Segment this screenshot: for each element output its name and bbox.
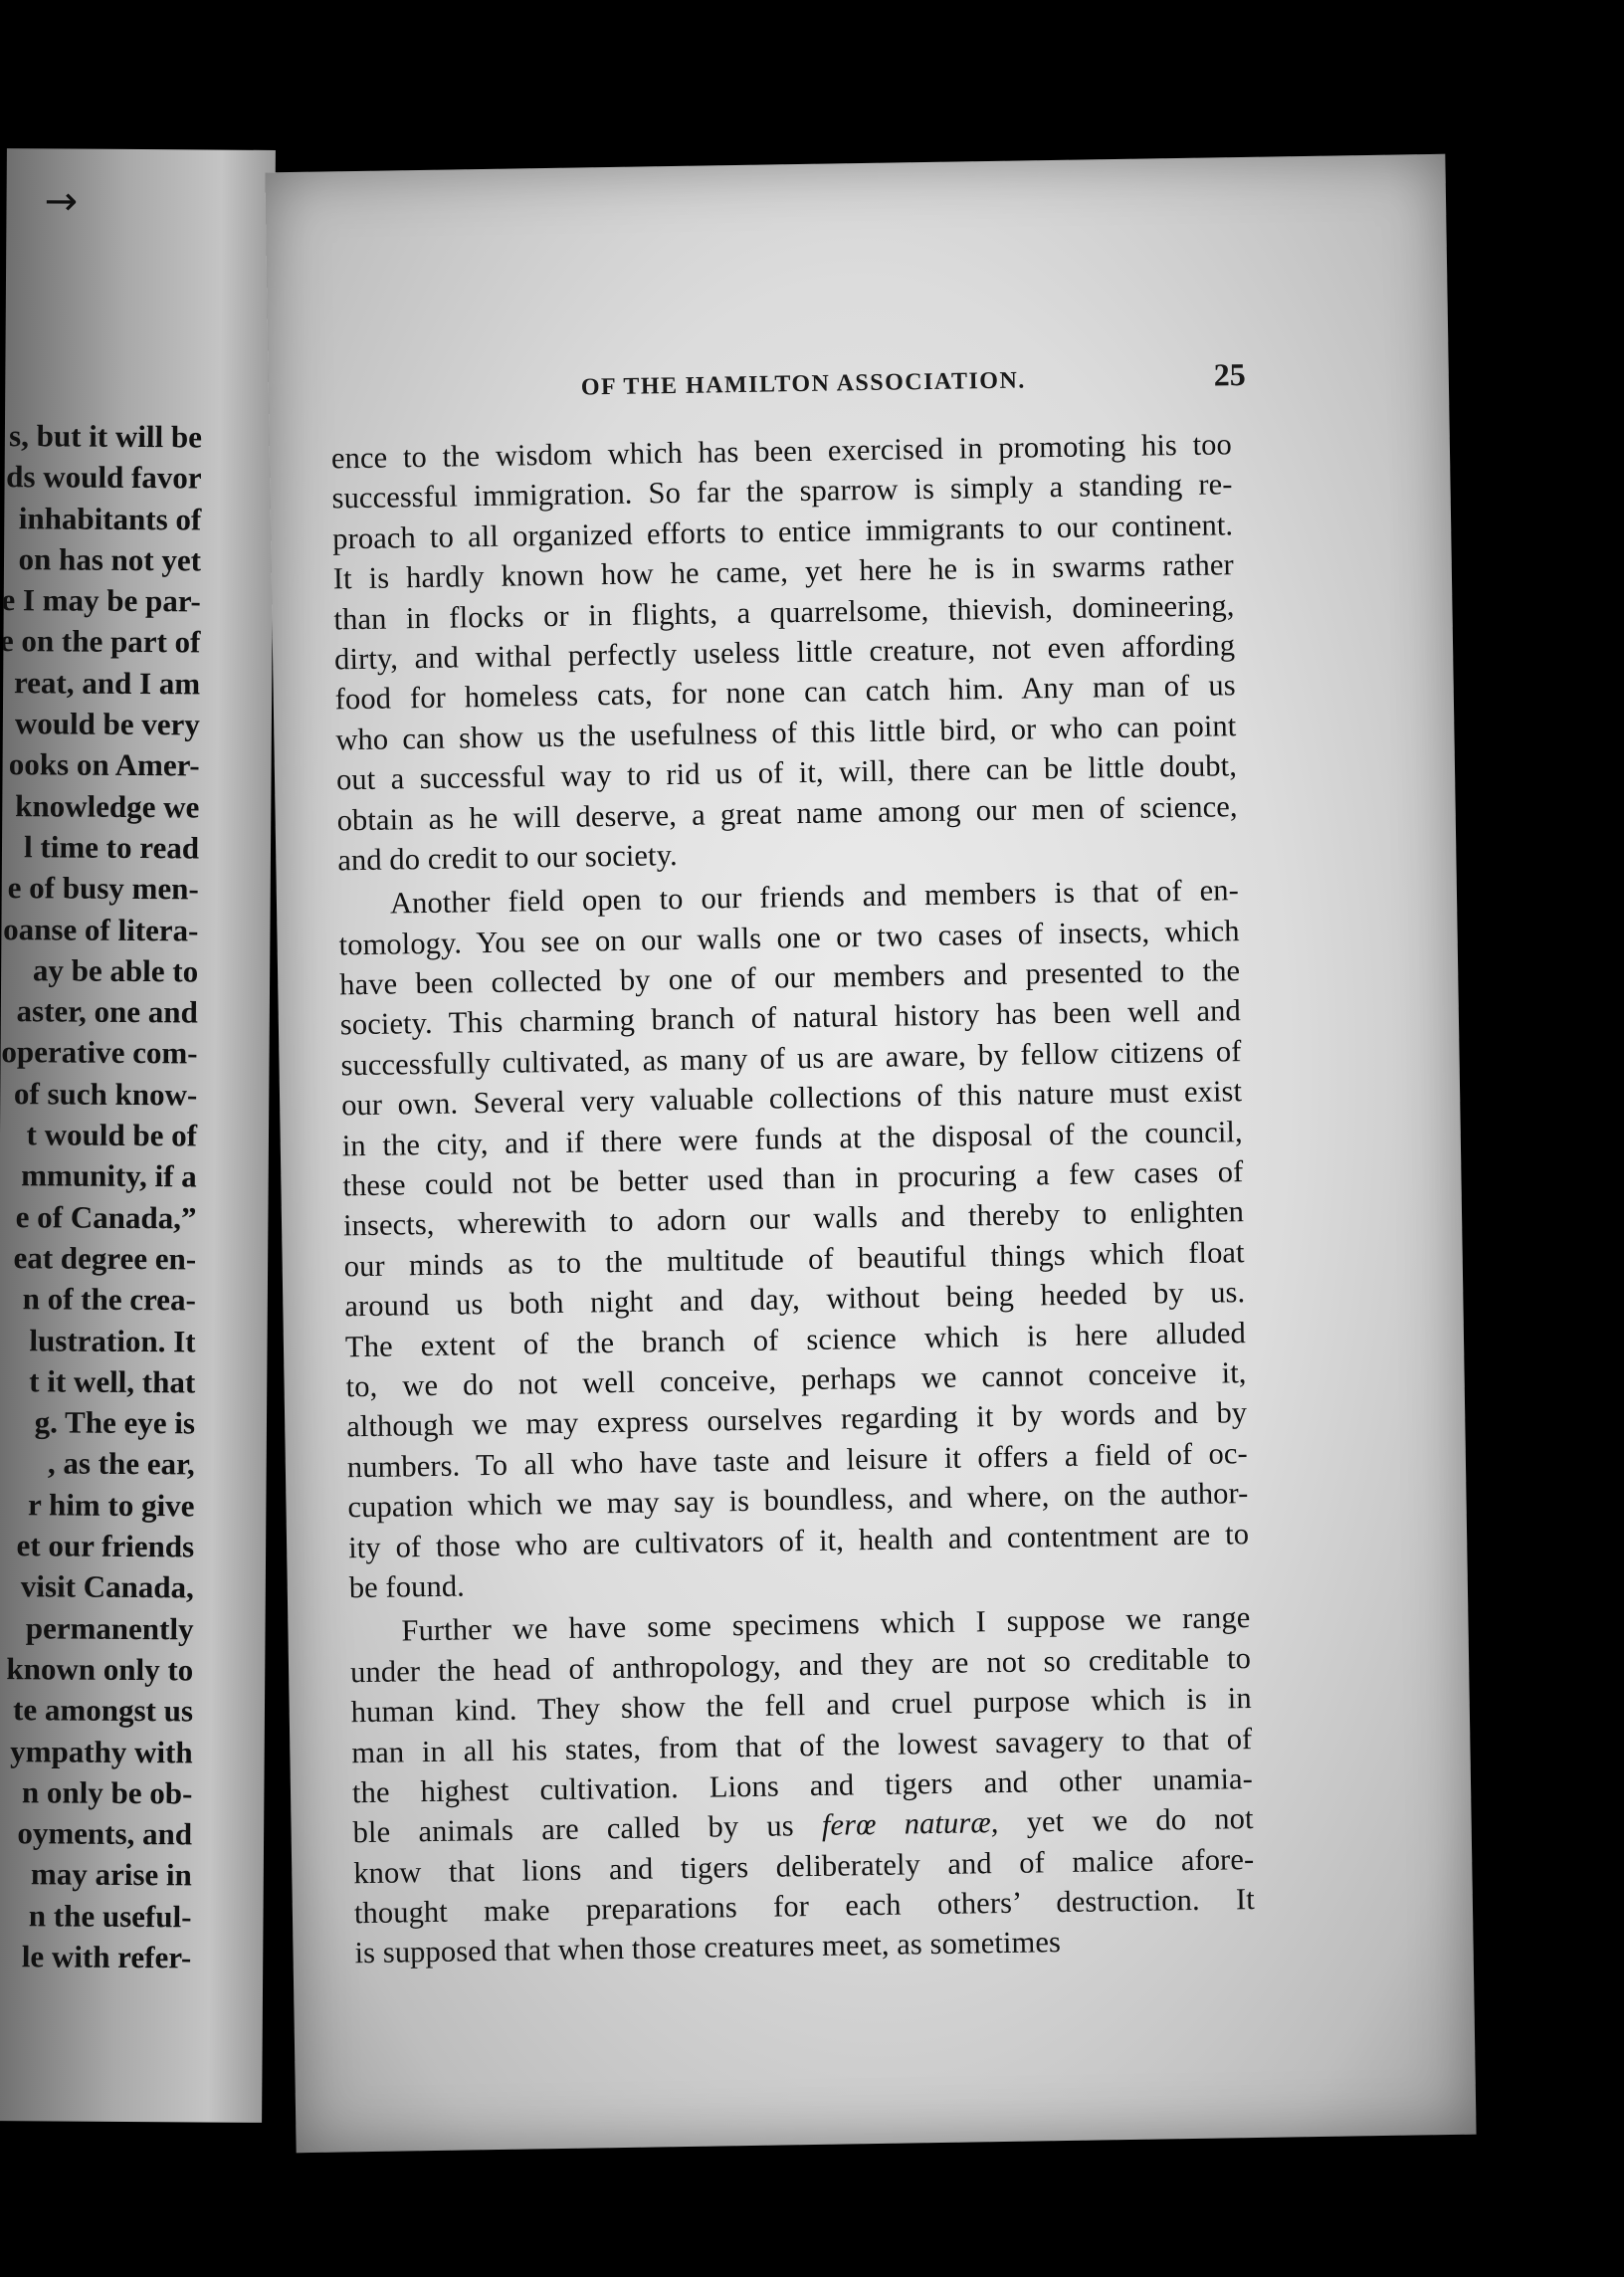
facing-page-line: g. The eye is — [34, 1404, 196, 1441]
text-line: It is hardly known how he came, yet here he is in swarms rather — [332, 547, 1235, 596]
text-line: obtain as he will deserve, a great name among our men of science, — [336, 788, 1238, 837]
facing-page-line: knowledge we — [15, 787, 200, 825]
text-line: and do credit to our society. — [337, 837, 678, 878]
facing-page-line: e on the part of — [0, 623, 201, 660]
text-line: around us both night and day, without being heeded by us. — [344, 1275, 1246, 1324]
text-line: tomology. You see on our walls one or two cases of insects, which — [338, 913, 1240, 962]
facing-page-text — [0, 414, 202, 1978]
facing-page-line: reat, and I am — [13, 664, 201, 702]
text-line: thought make preparations for each others’ destruction. It — [353, 1882, 1256, 1931]
text-line: than in flocks or in flights, a quarrelsome, thievish, domineering, — [333, 587, 1235, 636]
text-line: ence to the wisdom which has been exercised in promoting his too — [330, 427, 1233, 476]
facing-page-line: ooks on Amer- — [8, 746, 200, 783]
paragraph — [331, 424, 1239, 880]
facing-page-line: known only to — [6, 1651, 194, 1688]
text-line: the highest cultivation. Lions and tigers and other unamia- — [351, 1760, 1254, 1810]
facing-page-line: t it well, that — [29, 1363, 196, 1400]
text-segment: ble animals are called by us — [352, 1808, 823, 1850]
text-line: out a successful way to rid us of it, will, there can be little doubt, — [335, 748, 1238, 797]
facing-page-line: oyments, and — [17, 1815, 193, 1852]
margin-mark-icon: → — [44, 178, 79, 225]
text-line: insects, wherewith to adorn our walls and thereby to enlighten — [342, 1194, 1245, 1243]
text-line: successful immigration. So far the sparrow is simply a standing re- — [331, 467, 1233, 516]
facing-page-line: oanse of litera- — [3, 911, 199, 948]
text-line: ity of those who are cultivators of it, health and contentment are to — [347, 1516, 1250, 1564]
text-segment: yet we do not — [998, 1801, 1254, 1840]
text-line: our own. Several very valuable collections of this nature must exist — [340, 1074, 1243, 1123]
facing-page-line: aster, one and — [16, 993, 198, 1030]
text-line: dirty, and withal perfectly useless little creature, not even affording — [333, 628, 1236, 677]
text-line: Another field open to our friends and members is that of en- — [389, 873, 1240, 921]
text-line: The extent of the branch of science which is here alluded — [344, 1315, 1247, 1363]
facing-page-line: operative com- — [1, 1034, 198, 1071]
facing-page-line: of such know- — [13, 1075, 198, 1113]
running-title: OF THE HAMILTON ASSOCIATION. — [580, 367, 1027, 401]
running-head — [269, 355, 1449, 420]
text-line: know that lions and tigers deliberately and of malice afore- — [353, 1841, 1255, 1890]
text-line: be found. — [348, 1568, 466, 1605]
facing-page-line: n the useful- — [28, 1897, 192, 1935]
facing-page-line: would be very — [14, 706, 201, 742]
facing-page-line: l time to read — [23, 829, 200, 866]
facing-page-line: le with refer- — [21, 1939, 192, 1975]
facing-page-line: on has not yet — [18, 541, 202, 578]
facing-page-line: n only be ob- — [21, 1774, 193, 1811]
text-line: to, we do not well conceive, perhaps we cannot conceive it, — [345, 1355, 1247, 1404]
page-number: 25 — [1213, 355, 1247, 393]
facing-page-line: e of busy men- — [7, 870, 199, 907]
text-line: have been collected by one of our members and presented to the — [339, 953, 1241, 1002]
facing-page-line: e of Canada,” — [15, 1198, 197, 1236]
text-line: man in all his states, from that of the lowest savagery to that of — [351, 1721, 1253, 1769]
facing-page-line: te amongst us — [13, 1692, 194, 1729]
facing-page-left — [0, 148, 276, 2123]
text-line: numbers. To all who have taste and leisure it offers a field of oc- — [346, 1435, 1249, 1485]
text-line: cupation which we may say is boundless, and where, on the author- — [347, 1476, 1249, 1525]
facing-page-line: mmunity, if a — [21, 1157, 197, 1194]
facing-page-line: eat degree en- — [13, 1240, 197, 1277]
book-page — [265, 154, 1476, 2153]
facing-page-line: ympathy with — [10, 1733, 193, 1769]
facing-page-line: ay be able to — [32, 952, 199, 989]
facing-page-line: et our friends — [16, 1528, 195, 1564]
facing-page-line: r him to give — [27, 1486, 195, 1524]
text-line: these could not be better used than in procuring a few cases of — [342, 1154, 1244, 1203]
text-line: society. This charming branch of natural history has been well and — [339, 993, 1242, 1042]
facing-page-line: t would be of — [26, 1117, 198, 1153]
paragraph — [349, 1597, 1256, 1973]
text-line: food for homeless cats, for none can catch him. Any man of us — [334, 668, 1236, 717]
text-line: in the city, and if there were funds at the disposal of the council, — [341, 1114, 1243, 1162]
text-line: our minds as to the multitude of beautiful things which float — [343, 1234, 1245, 1284]
facing-page-line: may arise in — [30, 1856, 192, 1893]
text-line: although we may express ourselves regarding it by words and by — [345, 1395, 1248, 1444]
text-line: successfully cultivated, as many of us are aware, by fellow citizens of — [340, 1033, 1242, 1083]
facing-page-line: e I may be par- — [1, 582, 201, 619]
facing-page-line: n of the crea- — [22, 1281, 196, 1318]
facing-page-line: lustration. It — [29, 1322, 196, 1358]
facing-page-line: visit Canada, — [20, 1568, 194, 1605]
text-line: who can show us the usefulness of this little bird, or who can point — [335, 708, 1237, 757]
text-line: proach to all organized efforts to entice immigrants to our continent. — [331, 507, 1234, 556]
text-line: is supposed that when those creatures meet, as sometimes — [354, 1925, 1062, 1970]
body-text — [331, 424, 1256, 1973]
facing-page-line: permanently — [25, 1609, 194, 1647]
facing-page-line: s, but it will be — [9, 418, 203, 455]
text-line: under the head of anthropology, and they are not so creditable to — [349, 1640, 1252, 1689]
facing-page-line: inhabitants of — [18, 500, 202, 537]
text-line: Further we have some specimens which I suppose we range — [401, 1600, 1251, 1648]
text-line: human kind. They show the fell and cruel purpose which is in — [350, 1681, 1252, 1730]
facing-page-line: , as the ear, — [47, 1445, 195, 1482]
italic-phrase: ferœ naturæ, — [821, 1805, 999, 1843]
paragraph — [338, 870, 1250, 1607]
facing-page-line: ds would favor — [6, 459, 202, 496]
